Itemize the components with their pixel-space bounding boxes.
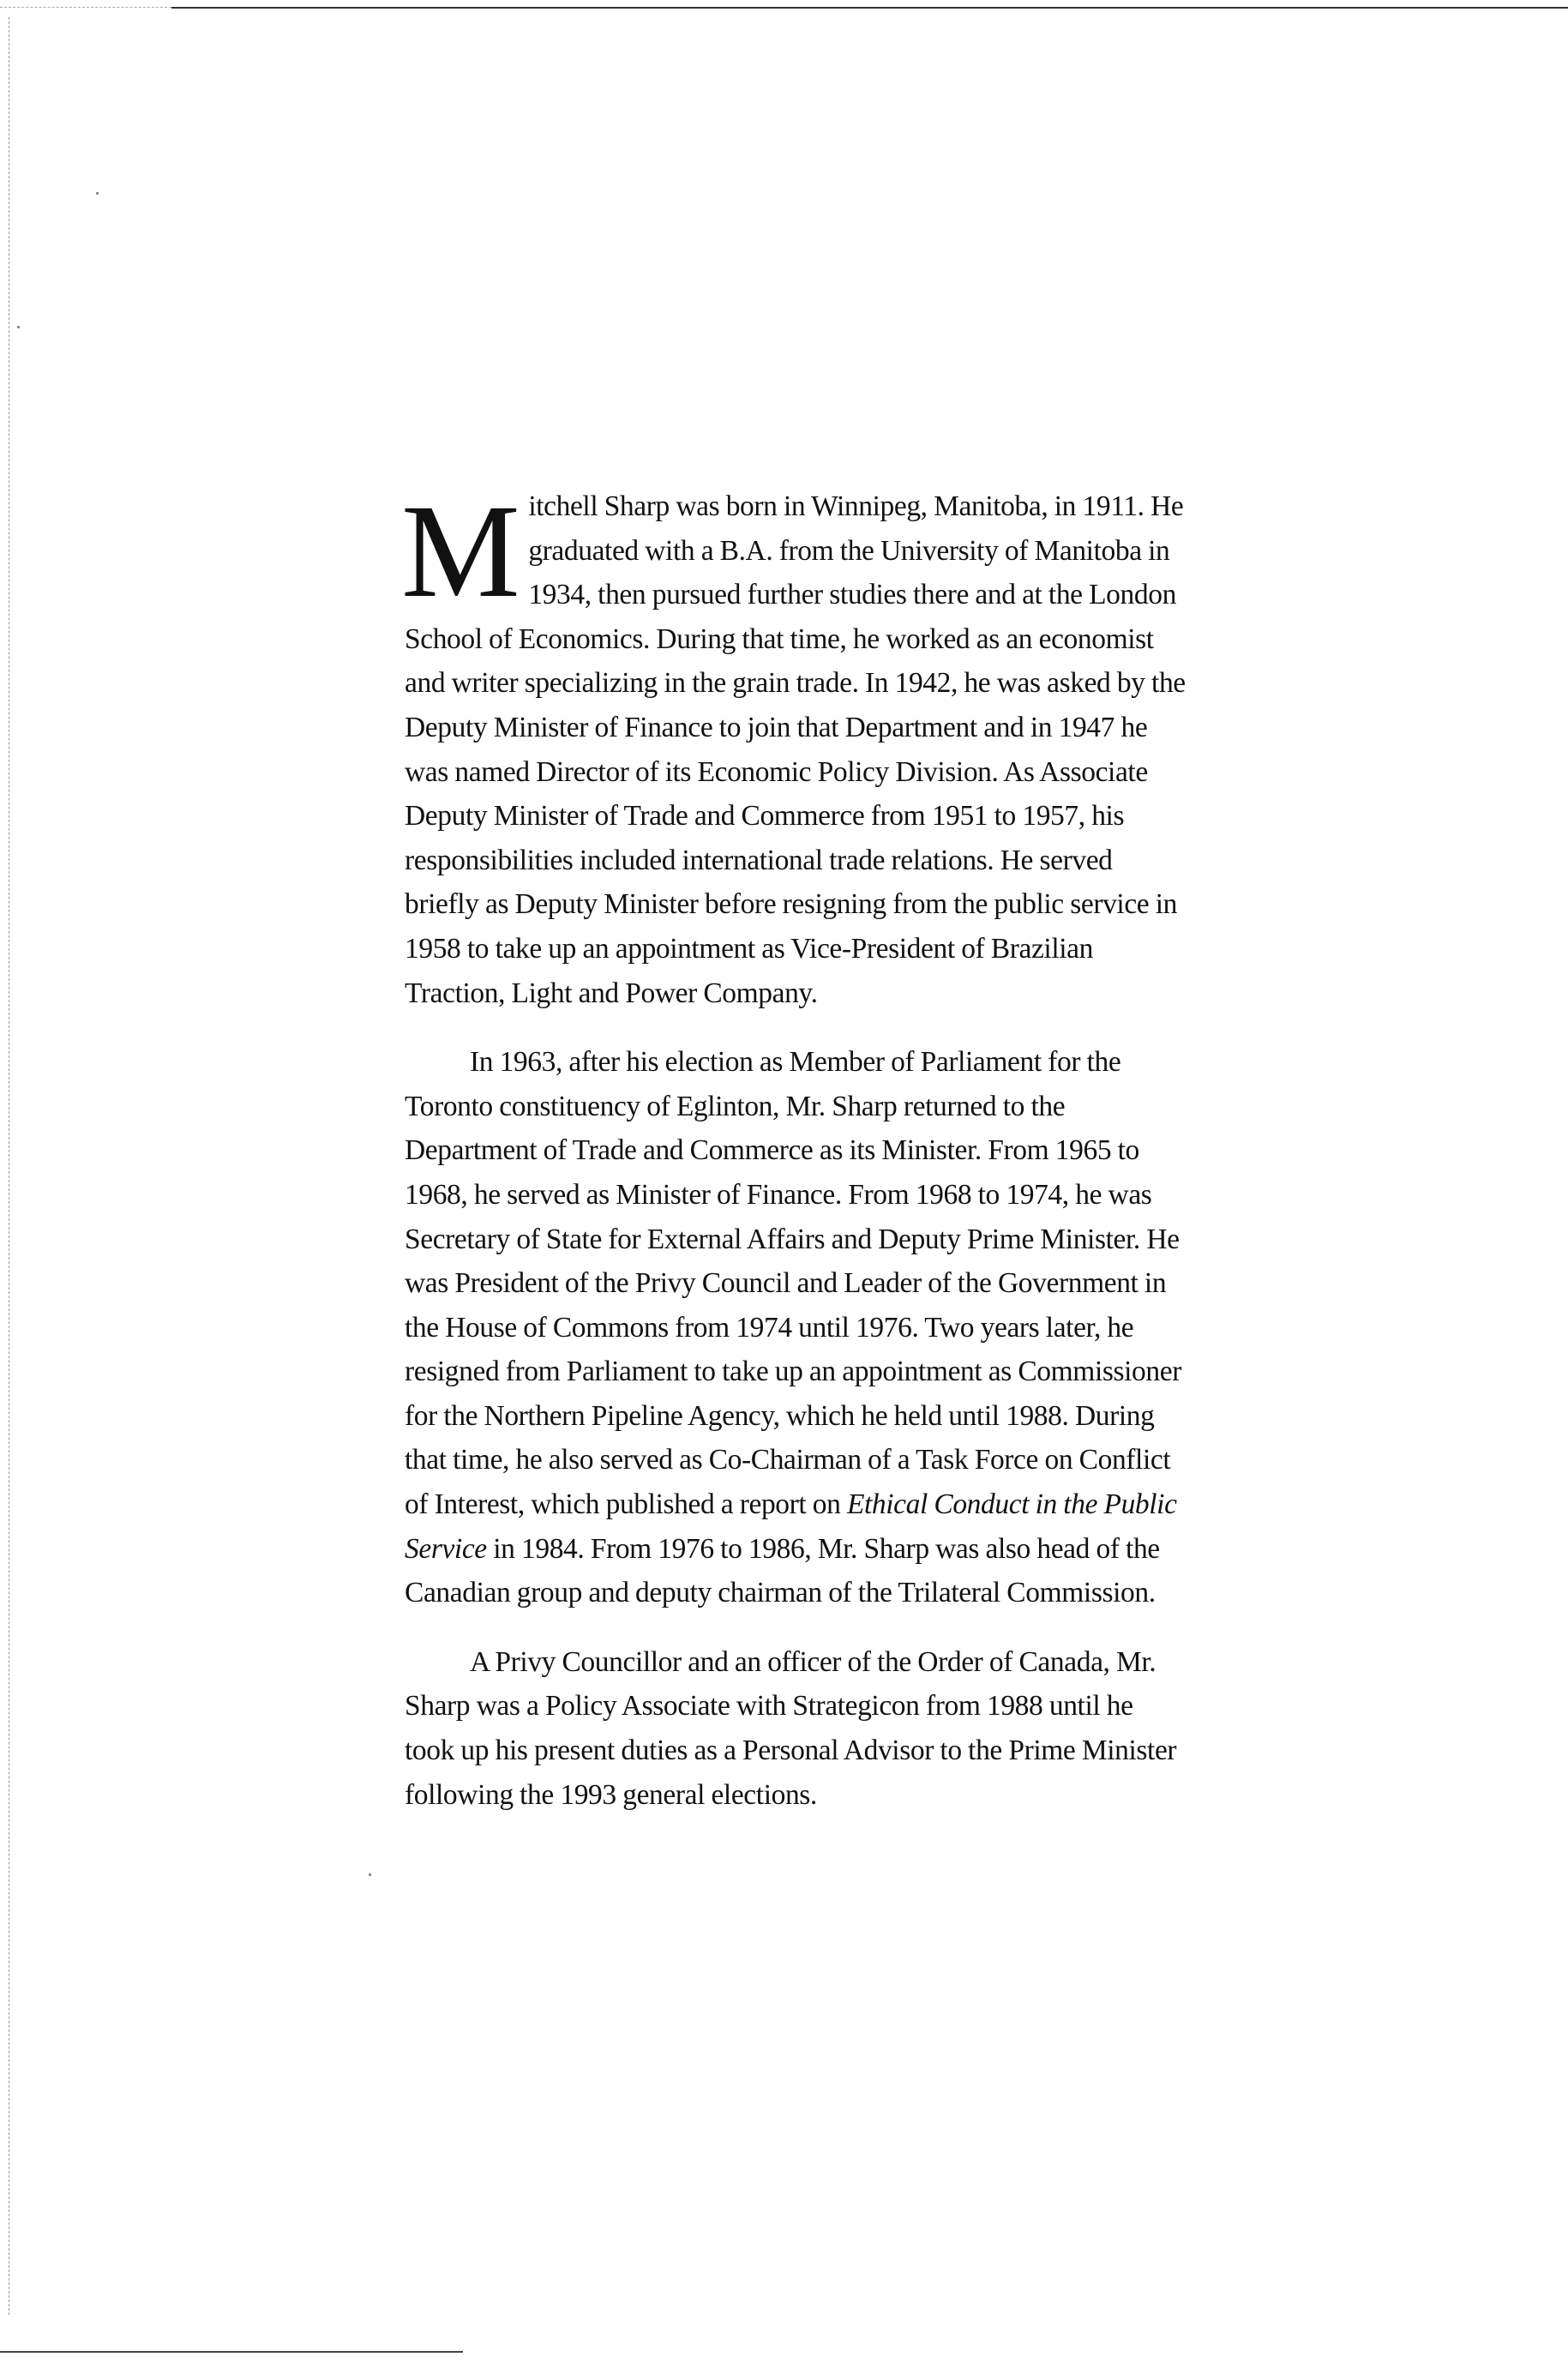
paragraph-3-text: A Privy Councillor and an officer of the Order of Canada, Mr. Sharp was a Policy Associate with Strategicon from 1988 until he took up his present duties as a Personal Advisor to the Prime Minister following the 1993 general elections. — [405, 1645, 1177, 1811]
paragraph-3 — [405, 1640, 1187, 1817]
biography-text — [401, 477, 1187, 1817]
report-title: Ethical Conduct in the Public Service — [405, 1488, 1177, 1565]
scan-edge-top-left — [0, 7, 171, 8]
scan-edge-top — [171, 7, 1568, 9]
paragraph-2-text: In 1963, after his election as Member of Parliament for the Toronto constituency of Eglinton, Mr. Sharp returned to the Department of Trade and Commerce as its Minister. From 1965 to 1968, he served as Minister of Finance. From 1968 to 1974, he was Secretary of State for External Affairs and Deputy Prime Minister. He was President of the Privy Council and Leader of the Government in the House of Commons from 1974 until 1976. Two years later, he resigned from Parliament to take up an appointment as Commissioner for the Northern Pipeline Agency, which he held until 1988. During that time, he also served as Co-Chairman of a Task Force on Conflict of Interest, which published a report on — [405, 1046, 1181, 1521]
paragraph-2-text-end: in 1984. From 1976 to 1986, Mr. Sharp was also head of the Canadian group and deputy chairman of the Trilateral Commission. — [405, 1532, 1160, 1609]
scan-speck — [369, 1873, 371, 1876]
paragraph-2 — [405, 1040, 1187, 1615]
scan-edge-bottom — [0, 2351, 463, 2353]
drop-cap: M — [401, 477, 520, 625]
scan-speck — [96, 192, 99, 195]
paragraph-1 — [401, 477, 1187, 1015]
scan-speck — [17, 326, 20, 328]
paragraph-1-text: itchell Sharp was born in Winnipeg, Manitoba, in 1911. He graduated with a B.A. from the University of Manitoba in 1934, then pursued further studies there and at the London School of Economics. During that time, he worked as an economist and writer specializing in the grain trade. In 1942, he was asked by the Deputy Minister of Finance to join that Department and in 1947 he was named Director of its Economic Policy Division. As Associate Deputy Minister of Trade and Commerce from 1951 to 1957, his responsibilities included international trade relations. He served briefly as Deputy Minister before resigning from the public service in 1958 to take up an appointment as Vice-President of Brazilian Traction, Light and Power Company. — [405, 490, 1186, 1009]
